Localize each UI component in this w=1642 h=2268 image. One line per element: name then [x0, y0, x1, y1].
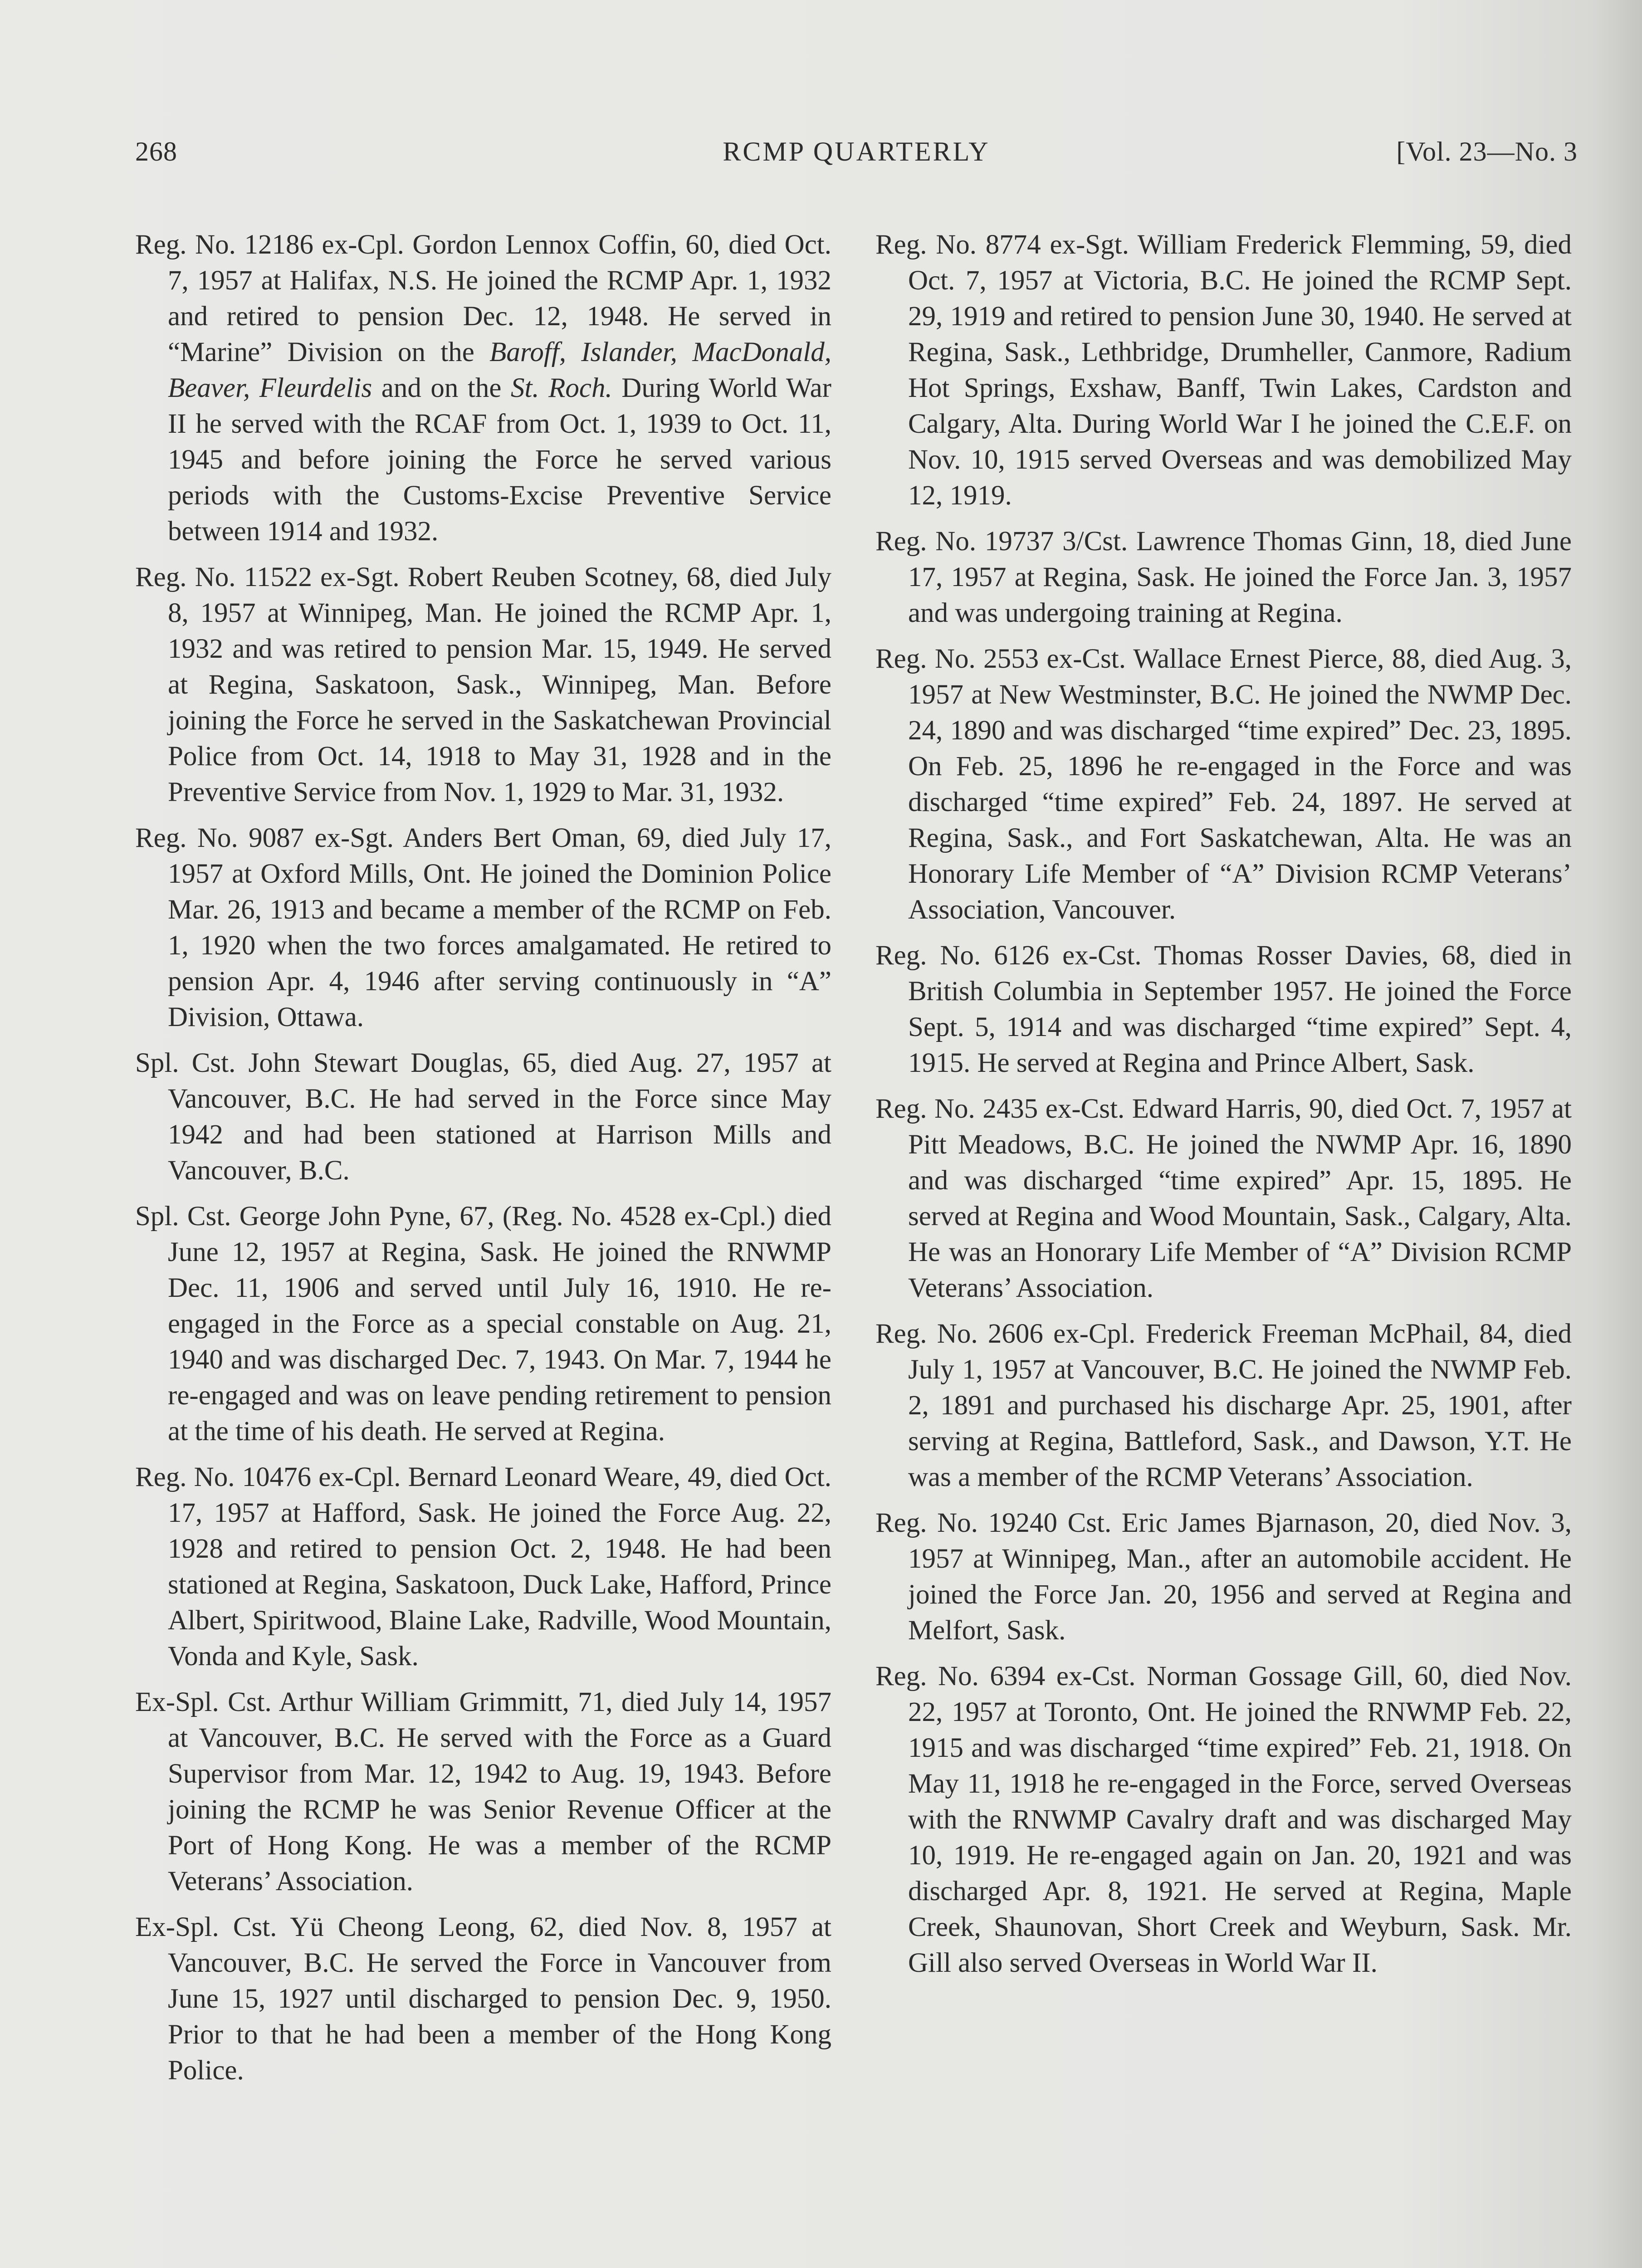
left-column — [135, 227, 831, 2098]
obituary-entry — [135, 559, 831, 810]
entry-text: During World War II he served with the RCAF from Oct. 1, 1939 to Oct. 11, 1945 and before joining the Force he served various periods with the Customs-Excise Preventive Service between 1914 and 1932. — [168, 373, 831, 547]
right-column — [875, 227, 1572, 1991]
entry-text: Reg. No. 2435 ex-Cst. Edward Harris, 90, died Oct. 7, 1957 at Pitt Meadows, B.C. He joined the NWMP Apr. 16, 1890 and was discharged “time expired” Apr. 15, 1895. He served at Regina and Wood Mountain, Sask., Calgary, Alta. He was an Honorary Life Member of “A” Division RCMP Veterans’ Association. — [875, 1094, 1572, 1303]
entry-text: Reg. No. 2553 ex-Cst. Wallace Ernest Pierce, 88, died Aug. 3, 1957 at New Westminster, B.C. He joined the NWMP Dec. 24, 1890 and was discharged “time expired” Dec. 23, 1895. On Feb. 25, 1896 he re-engaged in the Force and was discharged “time expired” Feb. 24, 1897. He served at Regina, Sask., and Fort Saskatchewan, Alta. He was an Honorary Life Member of “A” Division RCMP Veterans’ Association, Vancouver. — [875, 644, 1572, 925]
entry-text: Reg. No. 19240 Cst. Eric James Bjarnason, 20, died Nov. 3, 1957 at Winnipeg, Man., after an automobile accident. He joined the Force Jan. 20, 1956 and served at Regina and Melfort, Sask. — [875, 1508, 1572, 1646]
entry-text: Reg. No. 10476 ex-Cpl. Bernard Leonard Weare, 49, died Oct. 17, 1957 at Hafford, Sask. He joined the Force Aug. 22, 1928 and retired to pension Oct. 2, 1948. He had been stationed at Regina, Saskatoon, Duck Lake, Hafford, Prince Albert, Spiritwood, Blaine Lake, Radville, Wood Mountain, Vonda and Kyle, Sask. — [135, 1462, 831, 1672]
entry-text: Reg. No. 12186 ex-Cpl. Gordon Lennox Coffin, 60, died Oct. 7, 1957 at Halifax, N.S. He joined the RCMP Apr. 1, 1932 and retired to pension Dec. 12, 1948. He served in “Marine” Division on the — [135, 230, 831, 367]
entry-text: Spl. Cst. George John Pyne, 67, (Reg. No. 4528 ex-Cpl.) died June 12, 1957 at Regina, Sask. He joined the RNWMP Dec. 11, 1906 and served until July 16, 1910. He re-engaged in the Force as a special constable on Aug. 21, 1940 and was discharged Dec. 7, 1943. On Mar. 7, 1944 he re-engaged and was on leave pending retirement to pension at the time of his death. He served at Regina. — [135, 1201, 831, 1447]
volume-issue: [Vol. 23—No. 3 — [1396, 137, 1578, 166]
entry-text: Ex-Spl. Cst. Yü Cheong Leong, 62, died Nov. 8, 1957 at Vancouver, B.C. He served the Force in Vancouver from June 15, 1927 until discharged to pension Dec. 9, 1950. Prior to that he had been a member of the Hong Kong Police. — [135, 1912, 831, 2086]
entry-text: Reg. No. 9087 ex-Sgt. Anders Bert Oman, 69, died July 17, 1957 at Oxford Mills, Ont. He joined the Dominion Police Mar. 26, 1913 and became a member of the RCMP on Feb. 1, 1920 when the two forces amalgamated. He retired to pension Apr. 4, 1946 after serving continuously in “A” Division, Ottawa. — [135, 823, 831, 1032]
obituary-entry — [875, 641, 1572, 928]
running-title: RCMP QUARTERLY — [723, 137, 990, 166]
obituary-entry — [875, 523, 1572, 631]
page-header — [135, 136, 1578, 172]
obituary-entry — [875, 938, 1572, 1081]
page-number: 268 — [135, 137, 177, 166]
obituary-entry — [875, 1658, 1572, 1981]
entry-text: and on the — [372, 373, 511, 403]
obituary-entry — [135, 820, 831, 1035]
obituary-entry — [135, 1045, 831, 1188]
ship-names-text: Baroff, Islander, MacDonald, Beaver, Fleurdelis — [168, 337, 831, 403]
entry-text: Reg. No. 6126 ex-Cst. Thomas Rosser Davies, 68, died in British Columbia in September 1957. He joined the Force Sept. 5, 1914 and was discharged “time expired” Sept. 4, 1915. He served at Regina and Prince Albert, Sask. — [875, 940, 1572, 1078]
entry-text: Reg. No. 11522 ex-Sgt. Robert Reuben Scotney, 68, died July 8, 1957 at Winnipeg, Man. He joined the RCMP Apr. 1, 1932 and was retired to pension Mar. 15, 1949. He served at Regina, Saskatoon, Sask., Winnipeg, Man. Before joining the Force he served in the Saskatchewan Provincial Police from Oct. 14, 1918 to May 31, 1928 and in the Preventive Service from Nov. 1, 1929 to Mar. 31, 1932. — [135, 562, 831, 807]
obituary-entry — [875, 1091, 1572, 1306]
ship-names-text: St. Roch. — [510, 373, 612, 403]
obituary-entry — [135, 1459, 831, 1674]
entry-text: Ex-Spl. Cst. Arthur William Grimmitt, 71, died July 14, 1957 at Vancouver, B.C. He served with the Force as a Guard Supervisor from Mar. 12, 1942 to Aug. 19, 1943. Before joining the RCMP he was Senior Revenue Officer at the Port of Hong Kong. He was a member of the RCMP Veterans’ Association. — [135, 1687, 831, 1897]
obituary-entry — [135, 1198, 831, 1449]
obituary-entry — [135, 1684, 831, 1899]
obituary-entry — [875, 1505, 1572, 1648]
obituary-entry — [875, 227, 1572, 513]
entry-text: Reg. No. 8774 ex-Sgt. William Frederick Flemming, 59, died Oct. 7, 1957 at Victoria, B.C. He joined the RCMP Sept. 29, 1919 and retired to pension June 30, 1940. He served at Regina, Sask., Lethbridge, Drumheller, Canmore, Radium Hot Springs, Exshaw, Banff, Twin Lakes, Cardston and Calgary, Alta. During World War I he joined the C.E.F. on Nov. 10, 1915 served Overseas and was demobilized May 12, 1919. — [875, 230, 1572, 511]
obituary-entry — [875, 1316, 1572, 1495]
obituary-entry — [135, 227, 831, 549]
entry-text: Spl. Cst. John Stewart Douglas, 65, died Aug. 27, 1957 at Vancouver, B.C. He had served in the Force since May 1942 and had been stationed at Harrison Mills and Vancouver, B.C. — [135, 1048, 831, 1186]
entry-text: Reg. No. 19737 3/Cst. Lawrence Thomas Ginn, 18, died June 17, 1957 at Regina, Sask. He joined the Force Jan. 3, 1957 and was undergoing training at Regina. — [875, 526, 1572, 628]
entry-text: Reg. No. 6394 ex-Cst. Norman Gossage Gill, 60, died Nov. 22, 1957 at Toronto, Ont. He joined the RNWMP Feb. 22, 1915 and was discharged “time expired” Feb. 21, 1918. On May 11, 1918 he re-engaged in the Force, served Overseas with the RNWMP Cavalry draft and was discharged May 10, 1919. He re-engaged again on Jan. 20, 1921 and was discharged Apr. 8, 1921. He served at Regina, Maple Creek, Shaunovan, Short Creek and Weyburn, Sask. Mr. Gill also served Overseas in World War II. — [875, 1661, 1572, 1978]
entry-text: Reg. No. 2606 ex-Cpl. Frederick Freeman McPhail, 84, died July 1, 1957 at Vancouver, B.C. He joined the NWMP Feb. 2, 1891 and purchased his discharge Apr. 25, 1901, after serving at Regina, Battleford, Sask., and Dawson, Y.T. He was a member of the RCMP Veterans’ Association. — [875, 1319, 1572, 1492]
obituary-entry — [135, 1909, 831, 2088]
